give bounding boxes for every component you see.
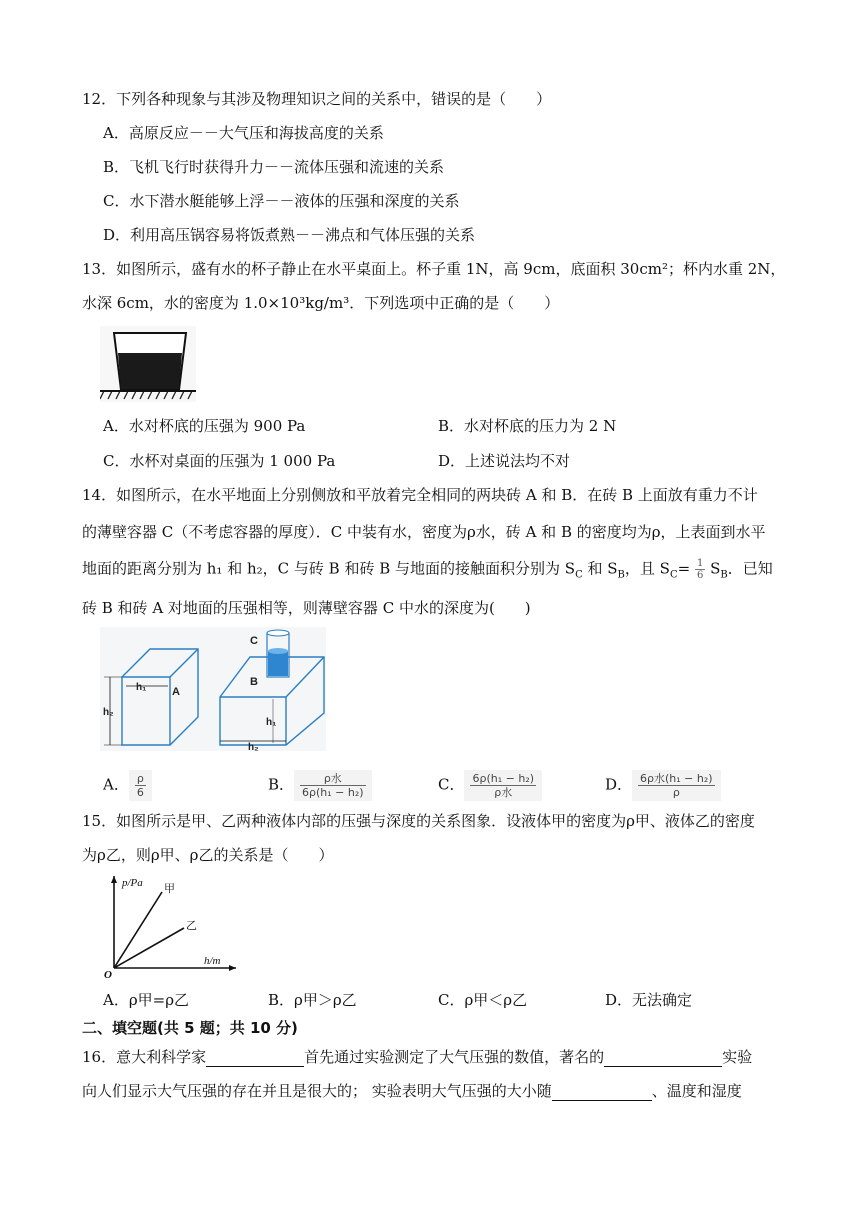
bricks-figure xyxy=(100,627,326,751)
section-title: 二、填空题(共 5 题；共 10 分) xyxy=(82,1019,298,1037)
pressure-depth-graph xyxy=(100,872,238,978)
brick-b-h2-label: h₂ xyxy=(248,742,259,751)
graph-line-yi: 乙 xyxy=(186,919,197,932)
q12-stem: 12．下列各种现象与其涉及物理知识之间的关系中，错误的是（ ） xyxy=(82,90,552,108)
graph-x-label: h/m xyxy=(204,955,221,967)
q14-line3: 地面的距离分别为 h₁ 和 h₂，C 与砖 B 和砖 B 与地面的接触面积分别为 $S_C$ 和 $S_B$，且 $S_C=$ $\frac{1}{6}$ $S_B$．已知 xyxy=(82,558,773,581)
fraction-one-sixth: $\frac{1}{6}$ xyxy=(696,558,704,581)
q16-line2: 向人们显示大气压强的存在并且是很大的； 实验表明大气压强的大小随 、温度和湿度 xyxy=(82,1082,742,1100)
q14-option-c: C． $\frac{\text{6ρ(h₁ − h₂)}}{\text{ρ水}}$ xyxy=(438,770,542,801)
brick-a-h2-label: h₂ xyxy=(103,707,114,718)
blank-3[interactable] xyxy=(552,1084,652,1101)
q15-option-c: C．ρ甲＜ρ乙 xyxy=(438,991,528,1009)
brick-a-h1-label: h₁ xyxy=(136,682,147,693)
blank-2[interactable] xyxy=(604,1050,722,1067)
q15-line2: 为ρ乙，则ρ甲、ρ乙的关系是（ ） xyxy=(82,846,334,864)
q13-stem-line2: 水深 6cm，水的密度为 1.0×10³kg/m³．下列选项中正确的是（ ） xyxy=(82,294,560,312)
graph-line-jia: 甲 xyxy=(164,882,175,895)
q14-line4: 砖 B 和砖 A 对地面的压强相等，则薄壁容器 C 中水的深度为( ) xyxy=(82,599,531,617)
q14-line1: 14．如图所示，在水平地面上分别侧放和平放着完全相同的两块砖 A 和 B．在砖 B 上面放有重力不计 xyxy=(82,486,758,504)
q13-stem-line1: 13．如图所示，盛有水的杯子静止在水平桌面上。杯子重 1N，高 9cm，底面积 30cm²；杯内水重 2N， xyxy=(82,260,786,278)
graph-origin-label: O xyxy=(104,969,112,978)
graph-y-label: p/Pa xyxy=(122,877,143,889)
q13-option-c: C．水杯对桌面的压强为 1 000 Pa xyxy=(103,452,336,470)
q15-option-d: D．无法确定 xyxy=(605,991,693,1009)
brick-b-label: B xyxy=(250,676,258,688)
q12-option-d: D．利用高压锅容易将饭煮熟－－沸点和气体压强的关系 xyxy=(103,226,476,244)
q15-option-b: B．ρ甲＞ρ乙 xyxy=(268,991,357,1009)
blank-1[interactable] xyxy=(206,1050,304,1067)
q14-line2: 的薄壁容器 C（不考虑容器的厚度）．C 中装有水，密度为ρ水，砖 A 和 B 的密度均为ρ，上表面到水平 xyxy=(82,523,766,541)
q12-option-c: C．水下潜水艇能够上浮－－液体的压强和深度的关系 xyxy=(103,192,460,210)
q16-line1: 16．意大利科学家 首先通过实验测定了大气压强的数值，著名的 实验 xyxy=(82,1048,753,1066)
q13-option-b: B．水对杯底的压力为 2 N xyxy=(438,417,617,435)
container-c-label: C xyxy=(250,635,258,647)
q14-option-b: B． $\frac{\text{ρ水}}{\text{6ρ(h₁ − h₂)}}$ xyxy=(268,770,372,801)
q14-option-d: D． $\frac{\text{6ρ水(h₁ − h₂)}}{\rho}$ xyxy=(605,770,721,801)
q12-option-b: B．飞机飞行时获得升力－－流体压强和流速的关系 xyxy=(103,158,445,176)
cup-figure xyxy=(100,326,196,402)
q15-option-a: A．ρ甲=ρ乙 xyxy=(103,991,190,1009)
q13-option-d: D．上述说法均不对 xyxy=(438,452,571,470)
brick-b-h1-label: h₁ xyxy=(266,717,277,728)
brick-a-label: A xyxy=(172,686,180,698)
q15-line1: 15．如图所示是甲、乙两种液体内部的压强与深度的关系图象．设液体甲的密度为ρ甲、液体乙的密度 xyxy=(82,812,755,830)
q14-option-a: A． $\frac{\rho}{6}$ xyxy=(103,770,152,801)
q13-option-a: A．水对杯底的压强为 900 Pa xyxy=(103,417,306,435)
q12-option-a: A．高原反应－－大气压和海拔高度的关系 xyxy=(103,124,384,142)
